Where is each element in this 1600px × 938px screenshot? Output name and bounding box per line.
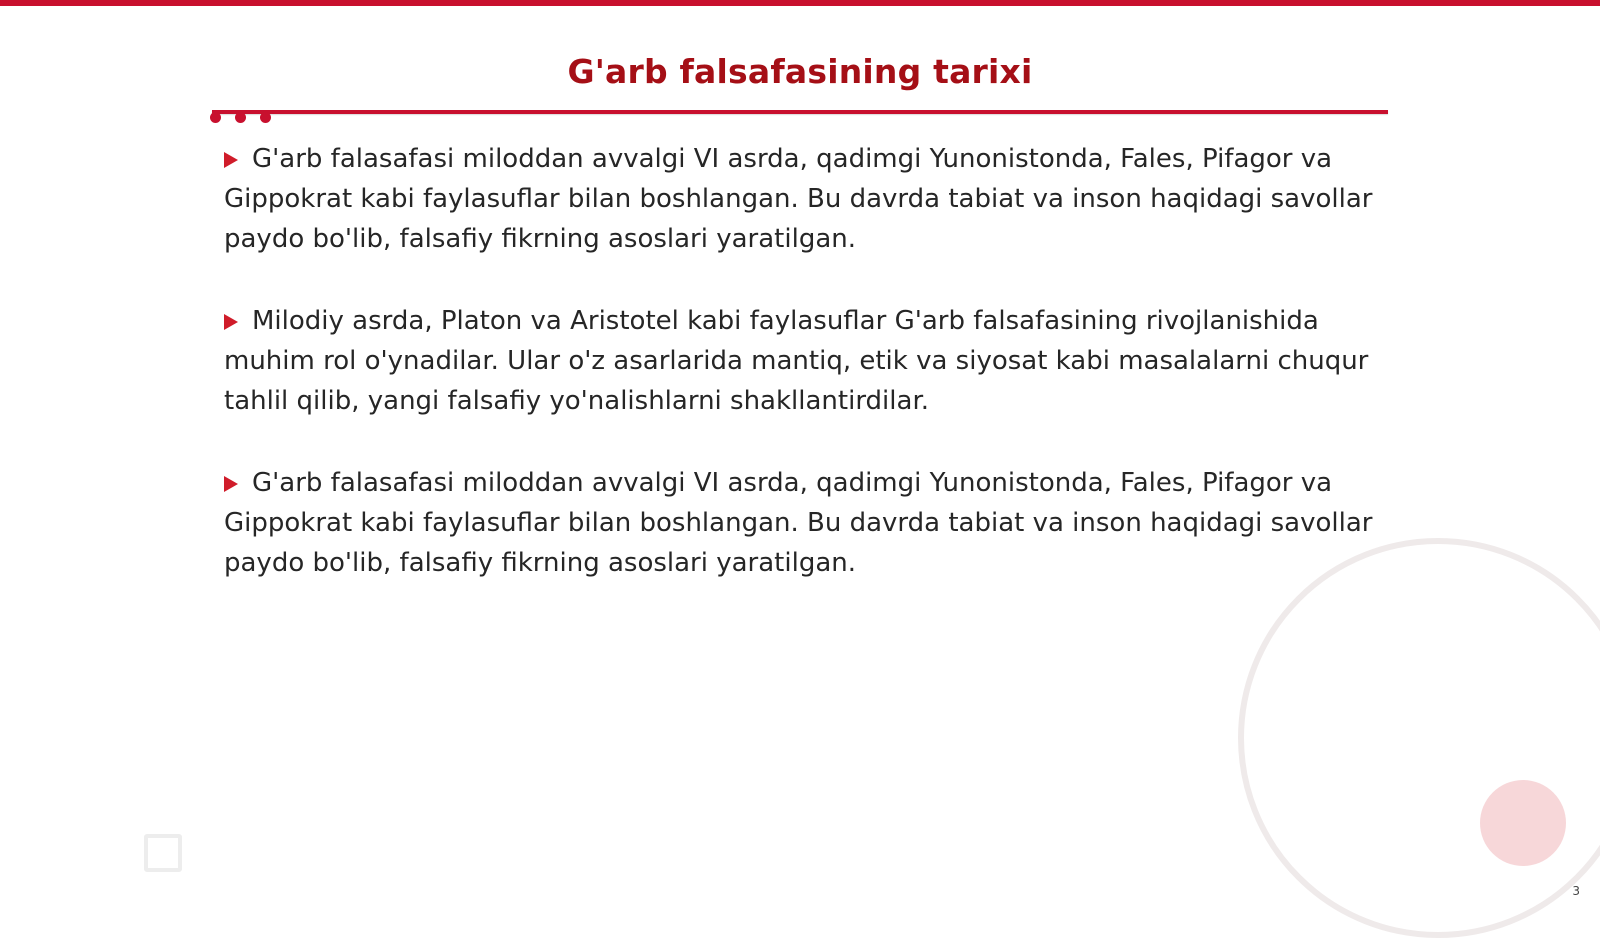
triangle-right-icon xyxy=(224,314,238,330)
decorative-square xyxy=(144,834,182,872)
bullet-item xyxy=(224,139,1374,259)
decorative-pink-circle xyxy=(1480,780,1566,866)
bullet-item xyxy=(224,301,1374,421)
decorative-dot xyxy=(210,112,221,123)
slide-title: G'arb falsafasining tarixi xyxy=(567,52,1033,91)
page-number: 3 xyxy=(1572,884,1580,898)
bullet-text: Milodiy asrda, Platon va Aristotel kabi faylasuflar G'arb falsafasining rivojlanishida muhim rol o'ynadilar. Ular o'z asarlarida mantiq, etik va siyosat kabi masalalarni chuqur tahlil qilib, yangi falsafiy yo'nalishlarni shakllantirdilar. xyxy=(224,306,1369,416)
bullet-item xyxy=(224,463,1374,583)
triangle-right-icon xyxy=(224,476,238,492)
title-underline xyxy=(212,110,1388,114)
decorative-dot xyxy=(235,112,246,123)
bullet-text: G'arb falasafasi miloddan avvalgi VI asrda, qadimgi Yunonistonda, Fales, Pifagor va Gippokrat kabi faylasuflar bilan boshlangan. Bu davrda tabiat va inson haqidagi savollar paydo bo'lib, falsafiy fikrning asoslari yaratilgan. xyxy=(224,144,1373,254)
bullet-list xyxy=(224,139,1374,625)
triangle-right-icon xyxy=(224,152,238,168)
bullet-text: G'arb falasafasi miloddan avvalgi VI asrda, qadimgi Yunonistonda, Fales, Pifagor va Gippokrat kabi faylasuflar bilan boshlangan. Bu davrda tabiat va inson haqidagi savollar paydo bo'lib, falsafiy fikrning asoslari yaratilgan. xyxy=(224,468,1373,578)
decorative-dot xyxy=(260,112,271,123)
top-accent-bar xyxy=(0,0,1600,6)
